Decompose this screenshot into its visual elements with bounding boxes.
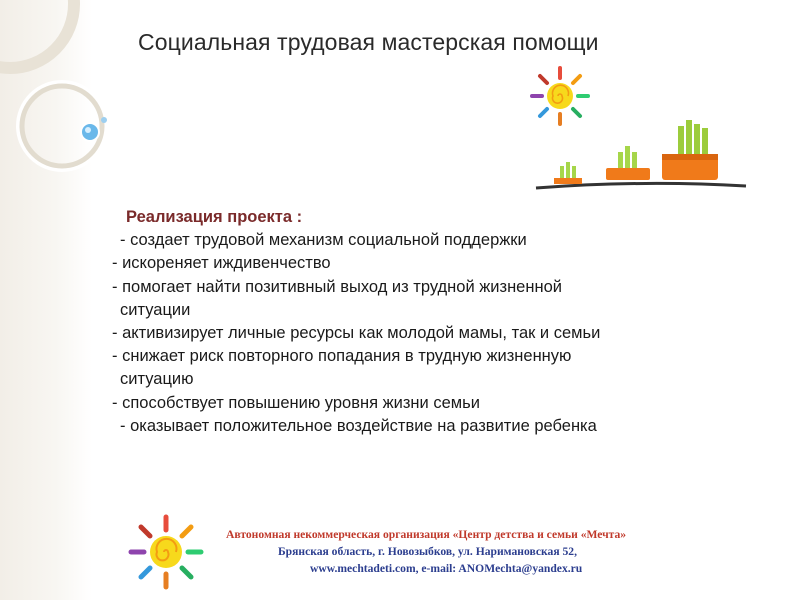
organization-contacts: www.mechtadeti.com, e-mail: ANOMechta@yandex.ru: [310, 562, 583, 575]
footer-contacts: [226, 526, 746, 577]
deco-bubble-small: [101, 117, 107, 123]
deco-ring-top: [0, 0, 74, 68]
seedlings-pots-icon: [534, 118, 750, 194]
list-item: - искореняет иждивенчество: [112, 254, 331, 273]
decorative-circles: [0, 0, 140, 200]
project-description: [112, 206, 752, 438]
list-item: - помогает найти позитивный выход из трудной жизненной: [112, 277, 562, 296]
organization-name: Автономная некоммерческая организация «Центр детства и семьи «Мечта»: [226, 528, 627, 541]
list-item: - активизирует личные ресурсы как молодой мамы, так и семьи: [112, 324, 601, 343]
list-item: - оказывает положительное воздействие на развитие ребенка: [120, 416, 597, 435]
page-title: Социальная трудовая мастерская помощи: [138, 29, 599, 55]
list-item: ситуации: [120, 300, 191, 319]
list-item: - создает трудовой механизм социальной поддержки: [120, 231, 527, 250]
list-item: - снижает риск повторного попадания в трудную жизненную: [112, 347, 572, 366]
list-item: ситуацию: [120, 370, 194, 389]
sun-logo-icon: [126, 512, 206, 592]
organization-address: Брянская область, г. Новозыбков, ул. Наримановская 52,: [278, 545, 577, 558]
section-heading: Реализация проекта :: [126, 208, 303, 226]
list-item: - способствует повышению уровня жизни семьи: [112, 393, 480, 412]
deco-bubble-highlight: [85, 127, 91, 133]
